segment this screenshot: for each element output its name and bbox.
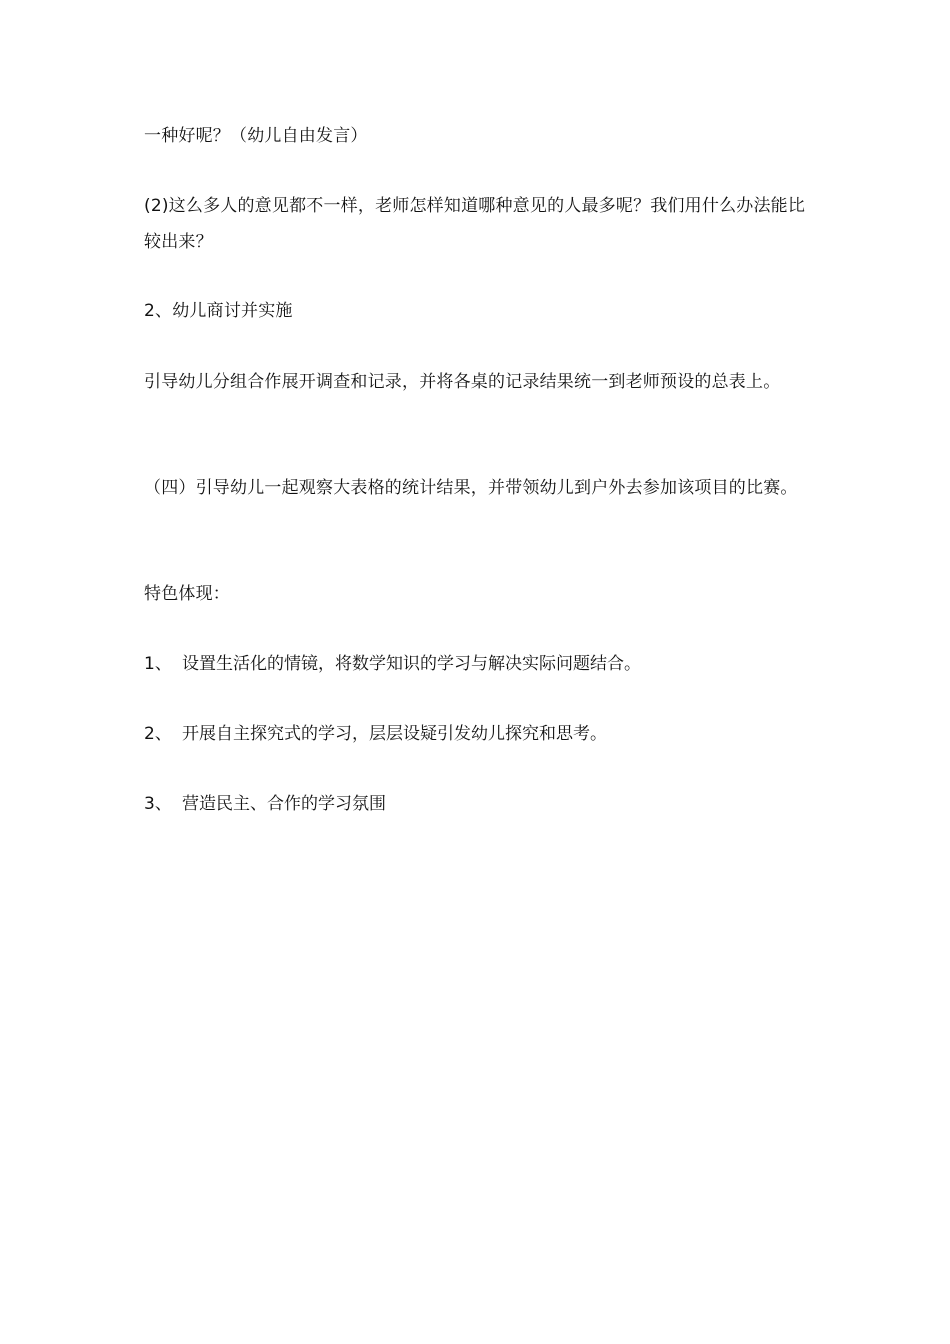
- feature-item: [144, 646, 812, 682]
- feature-text: 开展自主探究式的学习，层层设疑引发幼儿探究和思考。: [182, 724, 607, 744]
- paragraph-free-speech: 一种好呢？（幼儿自由发言）: [144, 126, 368, 146]
- paragraph-features-heading: 特色体现：: [144, 584, 230, 604]
- feature-text: 营造民主、合作的学习氛围: [182, 794, 386, 814]
- feature-item: [144, 716, 812, 752]
- paragraph-question-2: (2)这么多人的意见都不一样，老师怎样知道哪种意见的人最多呢？我们用什么办法能比较出来？: [144, 196, 806, 252]
- feature-item: [144, 786, 812, 822]
- feature-number: 3、: [144, 794, 172, 814]
- paragraph-step-4: （四）引导幼儿一起观察大表格的统计结果，并带领幼儿到户外去参加该项目的比赛。: [144, 478, 798, 498]
- paragraph-group-survey: 引导幼儿分组合作展开调查和记录，并将各桌的记录结果统一到老师预设的总表上。: [144, 372, 781, 392]
- feature-number: 2、: [144, 724, 172, 744]
- feature-number: 1、: [144, 654, 172, 674]
- feature-text: 设置生活化的情镜，将数学知识的学习与解决实际问题结合。: [182, 654, 641, 674]
- paragraph-step-2-heading: 2、幼儿商讨并实施: [144, 301, 293, 321]
